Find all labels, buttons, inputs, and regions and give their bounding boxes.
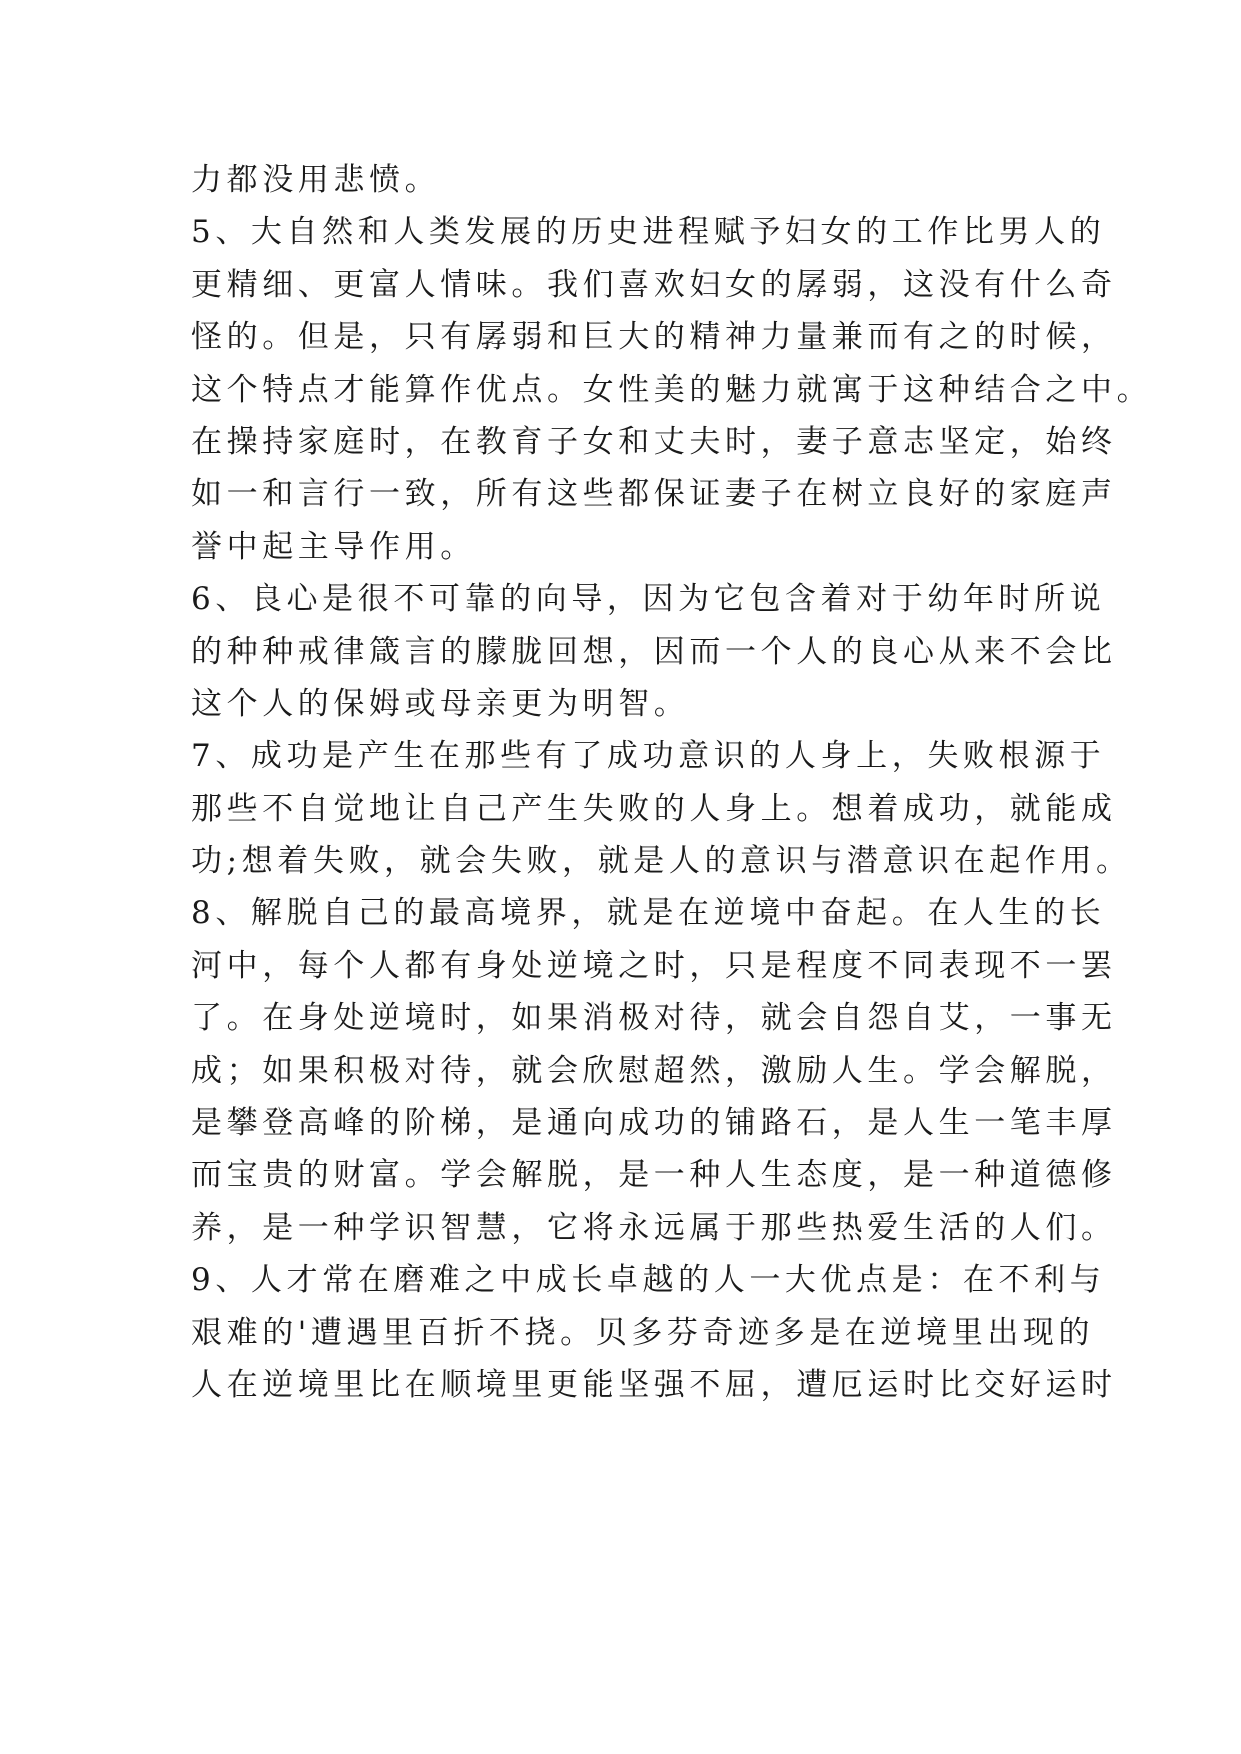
text-line: 怪的。但是，只有孱弱和巨大的精神力量兼而有之的时候， xyxy=(191,319,1117,356)
text-line: 功;想着失败，就会失败，就是人的意识与潜意识在起作用。 xyxy=(191,843,1132,880)
text-line: 这个特点才能算作优点。女性美的魅力就寓于这种结合之中。 xyxy=(191,371,1153,408)
text-line: 6、良心是很不可靠的向导，因为它包含着对于幼年时所说 xyxy=(191,581,1106,618)
text-line: 在操持家庭时，在教育子女和丈夫时，妻子意志坚定，始终 xyxy=(191,423,1117,460)
text-line: 更精细、更富人情味。我们喜欢妇女的孱弱，这没有什么奇 xyxy=(191,266,1117,303)
text-line: 8、解脱自己的最高境界，就是在逆境中奋起。在人生的长 xyxy=(191,895,1106,932)
text-line: 了。在身处逆境时，如果消极对待，就会自怨自艾，一事无 xyxy=(191,1000,1117,1037)
text-line: 7、成功是产生在那些有了成功意识的人身上，失败根源于 xyxy=(191,738,1106,775)
text-line: 如一和言行一致，所有这些都保证妻子在树立良好的家庭声 xyxy=(191,476,1117,513)
text-line: 是攀登高峰的阶梯，是通向成功的铺路石，是人生一笔丰厚 xyxy=(191,1105,1117,1142)
text-line: 河中，每个人都有身处逆境之时，只是程度不同表现不一罢 xyxy=(191,947,1117,984)
text-line: 的种种戒律箴言的朦胧回想，因而一个人的良心从来不会比 xyxy=(191,633,1117,670)
body-text xyxy=(191,154,1153,1411)
text-line: 艰难的'遭遇里百折不挠。贝多芬奇迹多是在逆境里出现的 xyxy=(191,1314,1095,1351)
text-line: 力都没用悲愤。 xyxy=(191,162,441,198)
text-line: 而宝贵的财富。学会解脱，是一种人生态度，是一种道德修 xyxy=(191,1157,1117,1194)
text-line: 成；如果积极对待，就会欣慰超然，激励人生。学会解脱， xyxy=(191,1052,1117,1089)
text-line: 那些不自觉地让自己产生失败的人身上。想着成功，就能成 xyxy=(191,790,1117,827)
text-line: 5、大自然和人类发展的历史进程赋予妇女的工作比男人的 xyxy=(191,214,1106,251)
text-line: 这个人的保姆或母亲更为明智。 xyxy=(191,685,690,722)
text-line: 9、人才常在磨难之中成长卓越的人一大优点是：在不利与 xyxy=(191,1262,1106,1299)
text-line: 养，是一种学识智慧，它将永远属于那些热爱生活的人们。 xyxy=(191,1209,1117,1246)
text-line: 誉中起主导作用。 xyxy=(191,528,476,565)
text-line: 人在逆境里比在顺境里更能坚强不屈，遭厄运时比交好运时 xyxy=(191,1366,1117,1403)
